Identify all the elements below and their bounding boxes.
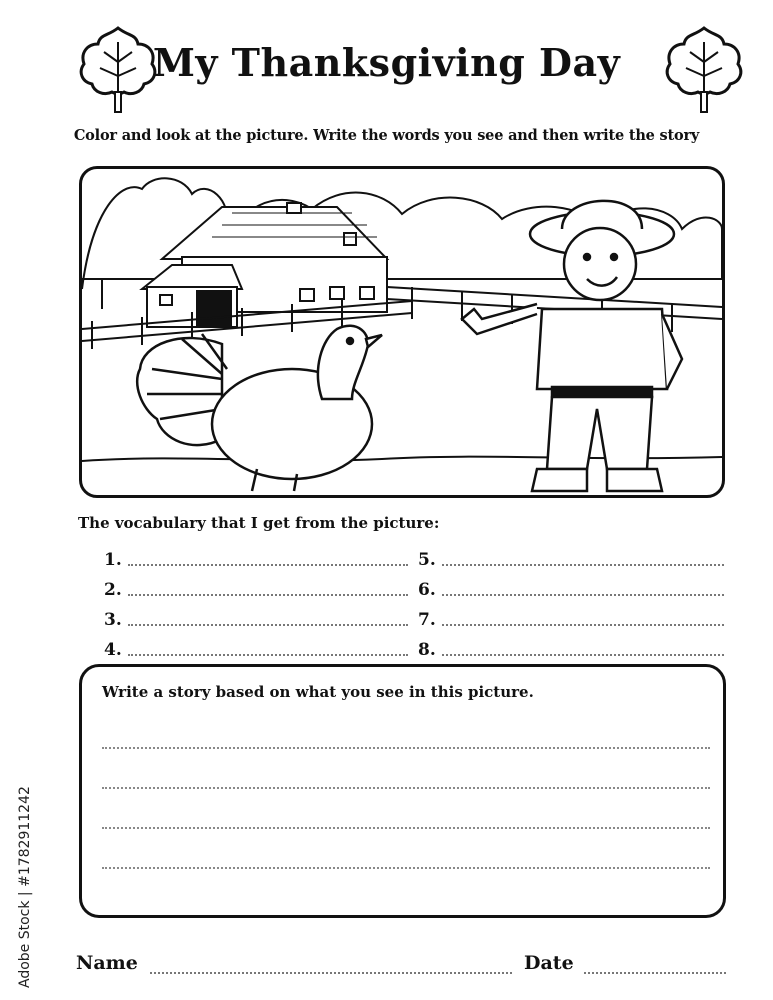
vocabulary-number: 5. — [418, 550, 436, 570]
vocabulary-item-3[interactable] — [104, 608, 408, 630]
story-box — [79, 664, 726, 918]
vocabulary-number: 3. — [104, 610, 122, 630]
vocabulary-item-6[interactable] — [418, 578, 724, 600]
story-writing-line[interactable] — [102, 787, 710, 789]
vocabulary-number: 1. — [104, 550, 122, 570]
story-writing-line[interactable] — [102, 827, 710, 829]
writing-line[interactable] — [128, 594, 408, 596]
vocabulary-number: 2. — [104, 580, 122, 600]
writing-line[interactable] — [442, 624, 724, 626]
writing-line[interactable] — [442, 594, 724, 596]
vocabulary-item-2[interactable] — [104, 578, 408, 600]
vocabulary-number: 8. — [418, 640, 436, 660]
name-label: Name — [76, 952, 138, 974]
maple-leaf-icon — [662, 22, 746, 114]
picture-frame — [79, 166, 725, 498]
instructions-text: Color and look at the picture. Write the words you see and then write the story — [73, 127, 700, 144]
turkey-illustration — [137, 326, 382, 491]
writing-line[interactable] — [442, 564, 724, 566]
story-prompt: Write a story based on what you see in this picture. — [102, 683, 534, 701]
writing-line[interactable] — [128, 654, 408, 656]
watermark-text: Adobe Stock | #1782911242 — [17, 786, 33, 988]
vocabulary-heading: The vocabulary that I get from the picture: — [78, 514, 440, 532]
vocabulary-item-4[interactable] — [104, 638, 408, 660]
writing-line[interactable] — [128, 564, 408, 566]
vocabulary-item-8[interactable] — [418, 638, 724, 660]
vocabulary-item-7[interactable] — [418, 608, 724, 630]
stock-watermark — [10, 760, 32, 990]
vocabulary-item-5[interactable] — [418, 548, 724, 570]
vocabulary-number: 7. — [418, 610, 436, 630]
story-writing-line[interactable] — [102, 747, 710, 749]
date-field-line[interactable] — [584, 972, 726, 974]
writing-line[interactable] — [128, 624, 408, 626]
name-field-line[interactable] — [150, 972, 512, 974]
page-title: My Thanksgiving Day — [152, 40, 621, 85]
writing-line[interactable] — [442, 654, 724, 656]
vocabulary-item-1[interactable] — [104, 548, 408, 570]
vocabulary-number: 4. — [104, 640, 122, 660]
story-writing-line[interactable] — [102, 867, 710, 869]
vocabulary-number: 6. — [418, 580, 436, 600]
date-label: Date — [524, 952, 574, 974]
